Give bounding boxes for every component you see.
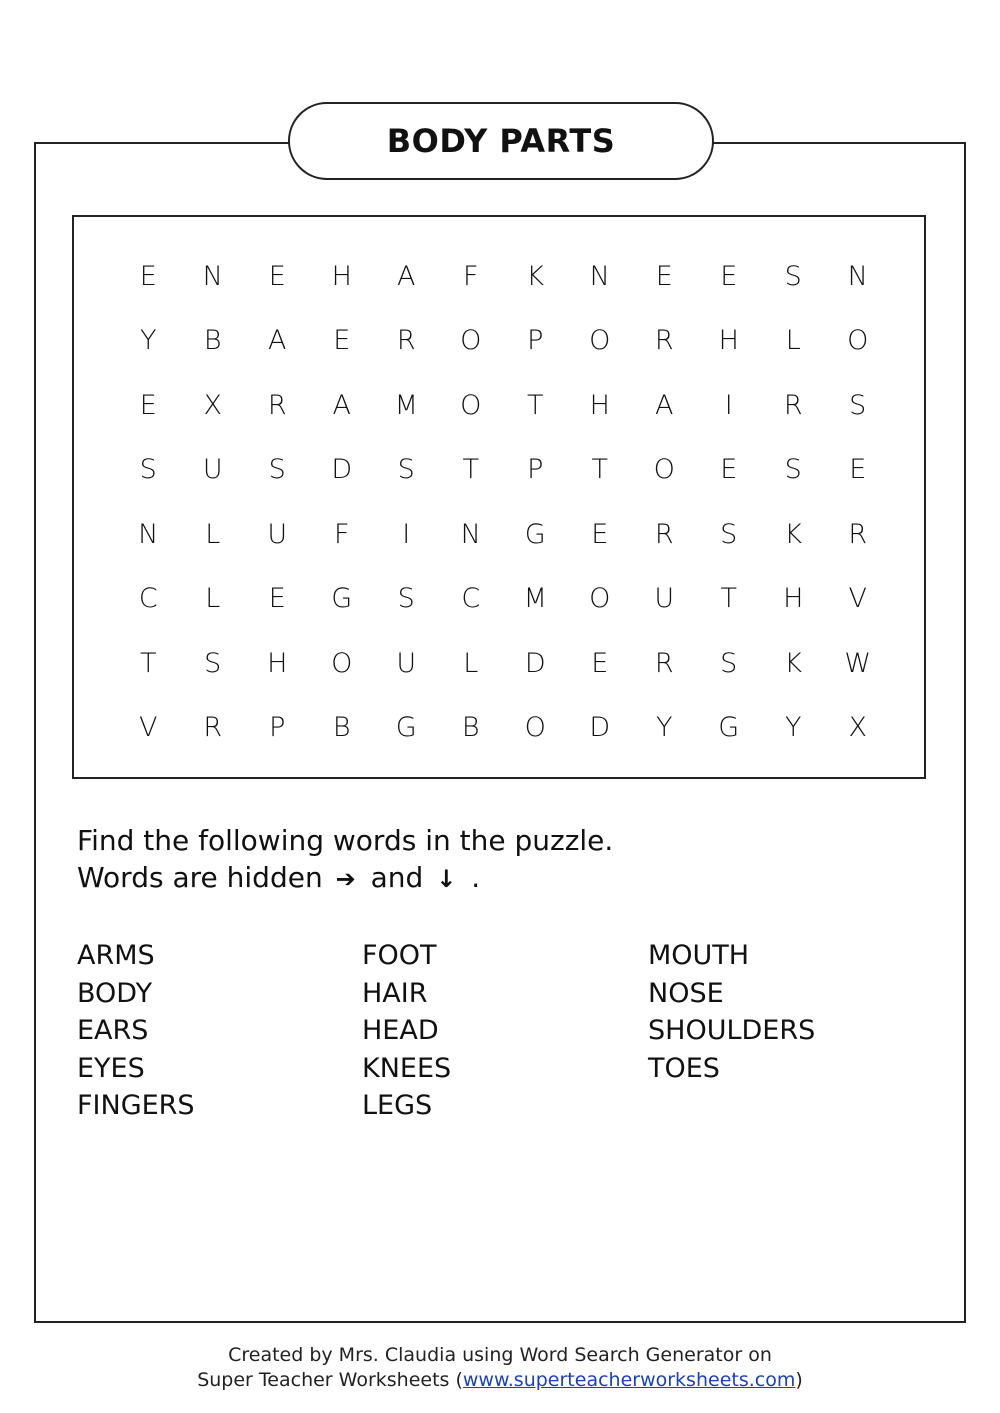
footer-line-2 xyxy=(0,1368,1000,1393)
footer-credit xyxy=(0,1343,1000,1393)
grid-letter: O xyxy=(653,454,675,486)
grid-letter: H xyxy=(783,583,804,615)
grid-letter: O xyxy=(524,712,546,744)
instruction-line-2 xyxy=(77,859,613,898)
grid-letter: S xyxy=(720,518,738,550)
footer-link[interactable]: www.superteacherworksheets.com xyxy=(462,1369,796,1391)
instruction-prefix: Words are hidden xyxy=(77,861,323,894)
grid-letter: C xyxy=(461,583,481,615)
grid-letter: O xyxy=(589,583,611,615)
grid-letter: R xyxy=(396,325,416,357)
grid-letter: P xyxy=(527,454,544,486)
page-title: BODY PARTS xyxy=(386,122,616,160)
grid-letter: V xyxy=(848,583,867,615)
grid-letter: N xyxy=(589,260,610,292)
grid-letter: T xyxy=(591,454,608,486)
grid-letter: P xyxy=(269,712,286,744)
grid-letter: G xyxy=(524,518,546,550)
grid-letter: L xyxy=(205,583,221,615)
grid-letter: K xyxy=(526,260,545,292)
grid-letter: O xyxy=(460,325,482,357)
grid-letter: H xyxy=(718,325,739,357)
word-list-item: ARMS xyxy=(77,940,155,971)
grid-letter: E xyxy=(849,454,867,486)
grid-letter: V xyxy=(139,712,158,744)
grid-letter: H xyxy=(267,647,288,679)
word-list-column-2 xyxy=(362,937,451,1125)
word-list-item: HEAD xyxy=(362,1015,439,1046)
grid-letter: E xyxy=(268,583,286,615)
grid-letter: N xyxy=(847,260,868,292)
grid-letter: R xyxy=(654,518,674,550)
grid-letter: I xyxy=(402,518,411,550)
grid-letter: E xyxy=(139,260,157,292)
word-list-item: EARS xyxy=(77,1015,149,1046)
grid-letter: S xyxy=(268,454,286,486)
grid-letter: L xyxy=(205,518,221,550)
grid-letter: U xyxy=(654,583,675,615)
word-list-column-3 xyxy=(648,937,815,1087)
grid-letter: S xyxy=(139,454,157,486)
grid-letter: T xyxy=(527,389,544,421)
word-list-column-1 xyxy=(77,937,195,1125)
word-list-item: TOES xyxy=(648,1052,720,1084)
word-list-item: BODY xyxy=(77,977,153,1009)
grid-letter: X xyxy=(203,389,222,421)
grid-letter: O xyxy=(589,325,611,357)
grid-letter: B xyxy=(461,712,480,744)
instruction-line-1: Find the following words in the puzzle. xyxy=(77,824,614,857)
grid-letter: R xyxy=(654,325,674,357)
grid-letter: R xyxy=(203,712,223,744)
grid-letter: W xyxy=(844,647,872,679)
word-list-item: FOOT xyxy=(362,940,437,971)
grid-letter: S xyxy=(784,454,802,486)
grid-letter: A xyxy=(397,260,416,292)
grid-letter: R xyxy=(848,518,868,550)
grid-letter: L xyxy=(463,647,479,679)
title-banner xyxy=(288,102,714,180)
word-list-item: HAIR xyxy=(362,977,428,1009)
grid-letter: F xyxy=(462,260,479,292)
grid-letter: E xyxy=(655,260,673,292)
grid-letter: R xyxy=(783,389,803,421)
grid-letter: N xyxy=(202,260,223,292)
grid-letter: U xyxy=(202,454,223,486)
grid-letter: E xyxy=(591,647,609,679)
grid-letter: S xyxy=(397,454,415,486)
grid-letter: G xyxy=(718,712,740,744)
grid-letter: A xyxy=(332,389,351,421)
footer-suffix: ) xyxy=(795,1369,803,1391)
grid-letter: R xyxy=(267,389,287,421)
grid-letter: E xyxy=(591,518,609,550)
arrow-right-icon: ➔ xyxy=(335,865,356,893)
grid-letter: N xyxy=(460,518,481,550)
grid-letter: I xyxy=(724,389,733,421)
grid-letter: N xyxy=(138,518,159,550)
grid-letter: A xyxy=(268,325,287,357)
footer-prefix: Super Teacher Worksheets ( xyxy=(197,1369,463,1391)
grid-letter: L xyxy=(785,325,801,357)
grid-letter: Y xyxy=(140,325,157,357)
grid-letter: D xyxy=(524,647,546,679)
grid-letter: Y xyxy=(785,712,802,744)
grid-letter: P xyxy=(527,325,544,357)
grid-letter: A xyxy=(655,389,674,421)
instructions xyxy=(77,822,613,898)
grid-letter: E xyxy=(720,260,738,292)
arrow-down-icon: ↓ xyxy=(436,865,457,893)
grid-letter: R xyxy=(654,647,674,679)
grid-letter: E xyxy=(720,454,738,486)
grid-letter: Y xyxy=(656,712,673,744)
grid-letter: B xyxy=(203,325,222,357)
word-list-item: NOSE xyxy=(648,977,724,1009)
grid-letter: E xyxy=(333,325,351,357)
grid-letter: S xyxy=(849,389,867,421)
grid-letter: D xyxy=(331,454,353,486)
letter-grid xyxy=(116,244,890,760)
grid-letter: K xyxy=(784,518,803,550)
grid-letter: T xyxy=(140,647,157,679)
word-list-item: MOUTH xyxy=(648,940,750,971)
grid-letter: S xyxy=(204,647,222,679)
grid-letter: K xyxy=(784,647,803,679)
grid-letter: D xyxy=(589,712,611,744)
grid-letter: G xyxy=(395,712,417,744)
grid-letter: C xyxy=(138,583,158,615)
footer-line-1: Created by Mrs. Claudia using Word Search Generator on xyxy=(228,1344,772,1366)
grid-letter: S xyxy=(784,260,802,292)
grid-letter: S xyxy=(720,647,738,679)
instruction-period: . xyxy=(471,861,481,894)
word-list-item: SHOULDERS xyxy=(648,1015,816,1046)
word-list-item: FINGERS xyxy=(77,1090,195,1121)
grid-letter: S xyxy=(397,583,415,615)
grid-letter: O xyxy=(331,647,353,679)
grid-letter: O xyxy=(847,325,869,357)
word-list-item: LEGS xyxy=(362,1090,433,1121)
grid-letter: U xyxy=(267,518,288,550)
grid-letter: E xyxy=(268,260,286,292)
word-list-item: KNEES xyxy=(362,1052,452,1084)
instruction-and: and xyxy=(370,861,424,894)
grid-letter: M xyxy=(394,389,418,421)
grid-letter: F xyxy=(333,518,350,550)
grid-letter: H xyxy=(589,389,610,421)
grid-letter: G xyxy=(331,583,353,615)
grid-letter: O xyxy=(460,389,482,421)
grid-letter: T xyxy=(720,583,737,615)
grid-letter: X xyxy=(848,712,867,744)
grid-letter: B xyxy=(332,712,351,744)
grid-letter: M xyxy=(523,583,547,615)
grid-letter: T xyxy=(462,454,479,486)
grid-letter: U xyxy=(396,647,417,679)
word-list-item: EYES xyxy=(77,1052,145,1084)
grid-letter: H xyxy=(331,260,352,292)
grid-letter: E xyxy=(139,389,157,421)
